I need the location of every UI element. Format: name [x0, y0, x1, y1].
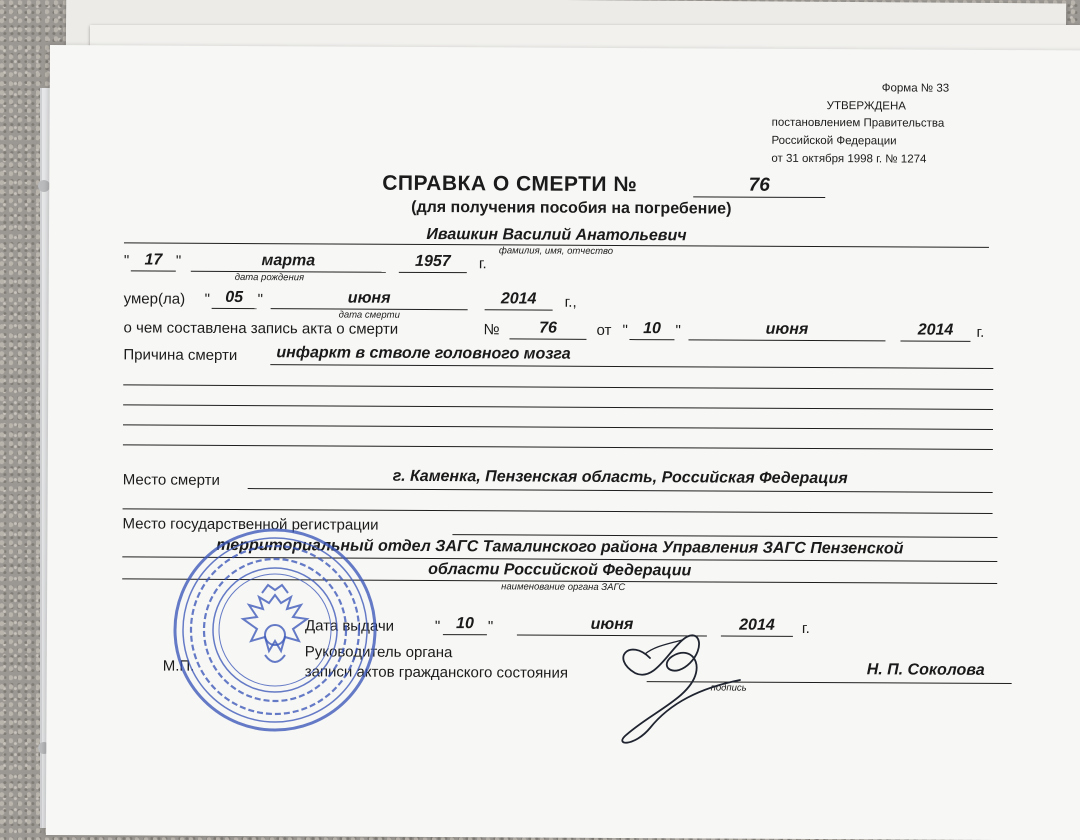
- place-value: г. Каменка, Пензенская область, Российская Федерация: [392, 467, 848, 488]
- registration-caption: наименование органа ЗАГС: [501, 581, 626, 594]
- form-number: Форма № 33: [881, 82, 950, 95]
- issue-month-value: июня: [590, 615, 634, 634]
- full-name-caption: фамилия, имя, отчество: [498, 245, 614, 257]
- certificate-number: 76: [748, 174, 770, 196]
- handwritten-signature: [590, 618, 760, 748]
- record-label: о чем составлена запись акта о смерти: [123, 319, 399, 338]
- head-title-line2: записи актов гражданского состояния: [304, 663, 569, 682]
- signatory-name: Н. П. Соколова: [866, 661, 985, 679]
- quote-mark: ": [123, 252, 130, 270]
- year-suffix: г.: [478, 255, 487, 273]
- document-title: СПРАВКА О СМЕРТИ №: [382, 171, 638, 197]
- stamp-place-label: М.П.: [162, 657, 195, 675]
- field-underline: [509, 338, 586, 339]
- cause-value: инфаркт в стволе головного мозга: [276, 344, 571, 363]
- birth-month-value: марта: [261, 252, 316, 270]
- quote-mark: ": [622, 322, 628, 340]
- birth-year-value: 1957: [415, 252, 451, 271]
- field-underline: [485, 309, 553, 310]
- registration-value-line1: территориальный отдел ЗАГС Тамалинского района Управления ЗАГС Пензенской: [216, 536, 904, 558]
- place-label: Место смерти: [122, 471, 220, 489]
- blank-line: [123, 424, 993, 430]
- field-underline: [443, 634, 487, 635]
- official-seal-stamp: [170, 525, 380, 735]
- full-name-value: Ивашкин Василий Анатольевич: [426, 225, 687, 245]
- quote-mark: ": [675, 322, 681, 340]
- record-day-value: 10: [643, 320, 661, 338]
- record-number-sign: №: [483, 321, 500, 339]
- field-underline: [270, 364, 993, 369]
- approved-date: от 31 октября 1998 г. № 1274: [771, 152, 927, 166]
- issue-year-value: 2014: [739, 616, 775, 634]
- field-underline: [131, 270, 176, 271]
- record-year-value: 2014: [917, 321, 954, 339]
- year-suffix: г.: [976, 323, 985, 341]
- registration-value-line2: области Российской Федерации: [428, 560, 692, 580]
- document-subtitle: (для получения пособия на погребение): [411, 198, 732, 218]
- approved-by-line2: Российской Федерации: [771, 134, 897, 148]
- quote-mark: ": [175, 252, 182, 270]
- quote-mark: ": [487, 618, 494, 636]
- quote-mark: ": [257, 291, 264, 309]
- field-underline: [900, 340, 970, 341]
- registration-label: Место государственной регистрации: [122, 515, 379, 534]
- punch-hole: [38, 180, 50, 192]
- field-underline: [452, 534, 997, 538]
- blank-line: [123, 444, 993, 450]
- head-title-line1: Руководитель органа: [304, 643, 453, 662]
- blank-line: [123, 508, 993, 514]
- birth-day-value: 17: [144, 251, 163, 269]
- quote-mark: ": [434, 618, 441, 636]
- field-underline: [399, 272, 467, 273]
- quote-mark: ": [204, 290, 211, 308]
- birth-date-caption: дата рождения: [234, 271, 305, 284]
- approved-label: УТВЕРЖДЕНА: [826, 100, 906, 113]
- issue-day-value: 10: [456, 615, 474, 633]
- record-month-value: июня: [765, 320, 809, 338]
- blank-line: [123, 384, 993, 390]
- year-suffix: г.,: [564, 293, 577, 311]
- death-year-value: 2014: [500, 290, 537, 308]
- death-date-caption: дата смерти: [338, 309, 400, 321]
- field-underline: [212, 308, 257, 309]
- field-underline: [688, 339, 885, 341]
- record-number-value: 76: [539, 319, 557, 337]
- died-label: умер(ла): [123, 290, 186, 308]
- year-suffix: г.: [801, 619, 810, 637]
- cause-label: Причина смерти: [123, 346, 238, 364]
- field-underline: [629, 339, 674, 340]
- death-month-value: июня: [347, 289, 391, 307]
- death-day-value: 05: [225, 288, 244, 307]
- field-underline: [248, 488, 993, 493]
- signature-caption: подпись: [710, 682, 747, 694]
- blank-line: [123, 404, 993, 410]
- approved-by-line1: постановлением Правительства: [771, 116, 945, 130]
- record-from-label: от: [596, 321, 612, 339]
- issue-date-label: Дата выдачи: [304, 617, 395, 635]
